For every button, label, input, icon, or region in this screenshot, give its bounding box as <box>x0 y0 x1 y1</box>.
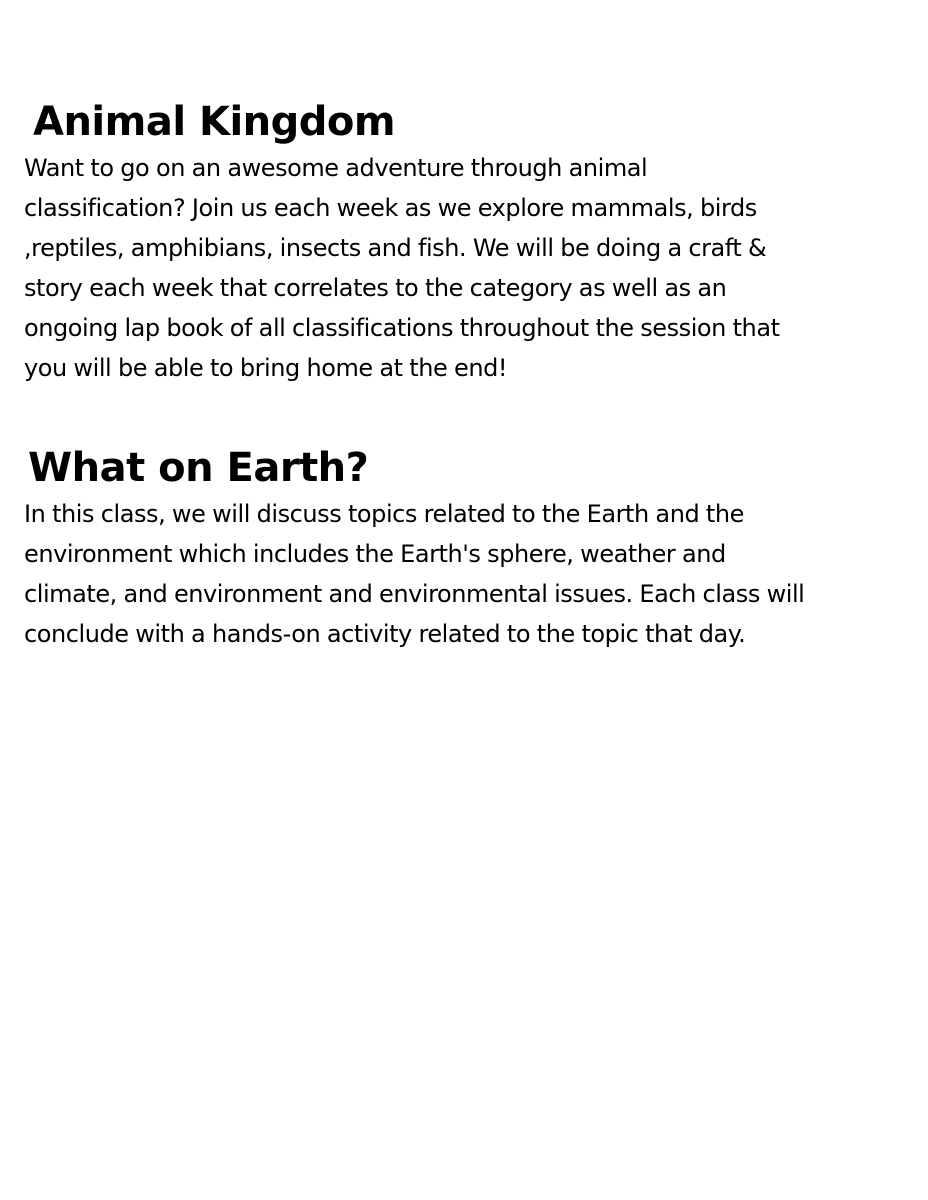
section-description <box>0 148 924 388</box>
text-line: Want to go on an awesome adventure through animal <box>24 154 648 182</box>
section-description <box>0 494 924 654</box>
text-line: conclude with a hands-on activity related to the topic that day. <box>24 620 746 648</box>
text-line: you will be able to bring home at the end! <box>24 354 508 382</box>
section-heading: What on Earth? <box>28 445 369 491</box>
text-line: ,reptiles, amphibians, insects and fish. We will be doing a craft & <box>24 234 767 262</box>
section-heading: Animal Kingdom <box>33 99 396 145</box>
text-line: classification? Join us each week as we explore mammals, birds <box>24 194 757 222</box>
text-line: In this class, we will discuss topics related to the Earth and the <box>24 500 744 528</box>
text-line: climate, and environment and environmental issues. Each class will <box>24 580 805 608</box>
text-line: environment which includes the Earth's sphere, weather and <box>24 540 726 568</box>
text-line: ongoing lap book of all classifications throughout the session that <box>24 314 780 342</box>
section-animal-kingdom <box>0 96 928 388</box>
section-what-on-earth <box>0 442 928 654</box>
text-line: story each week that correlates to the category as well as an <box>24 274 727 302</box>
